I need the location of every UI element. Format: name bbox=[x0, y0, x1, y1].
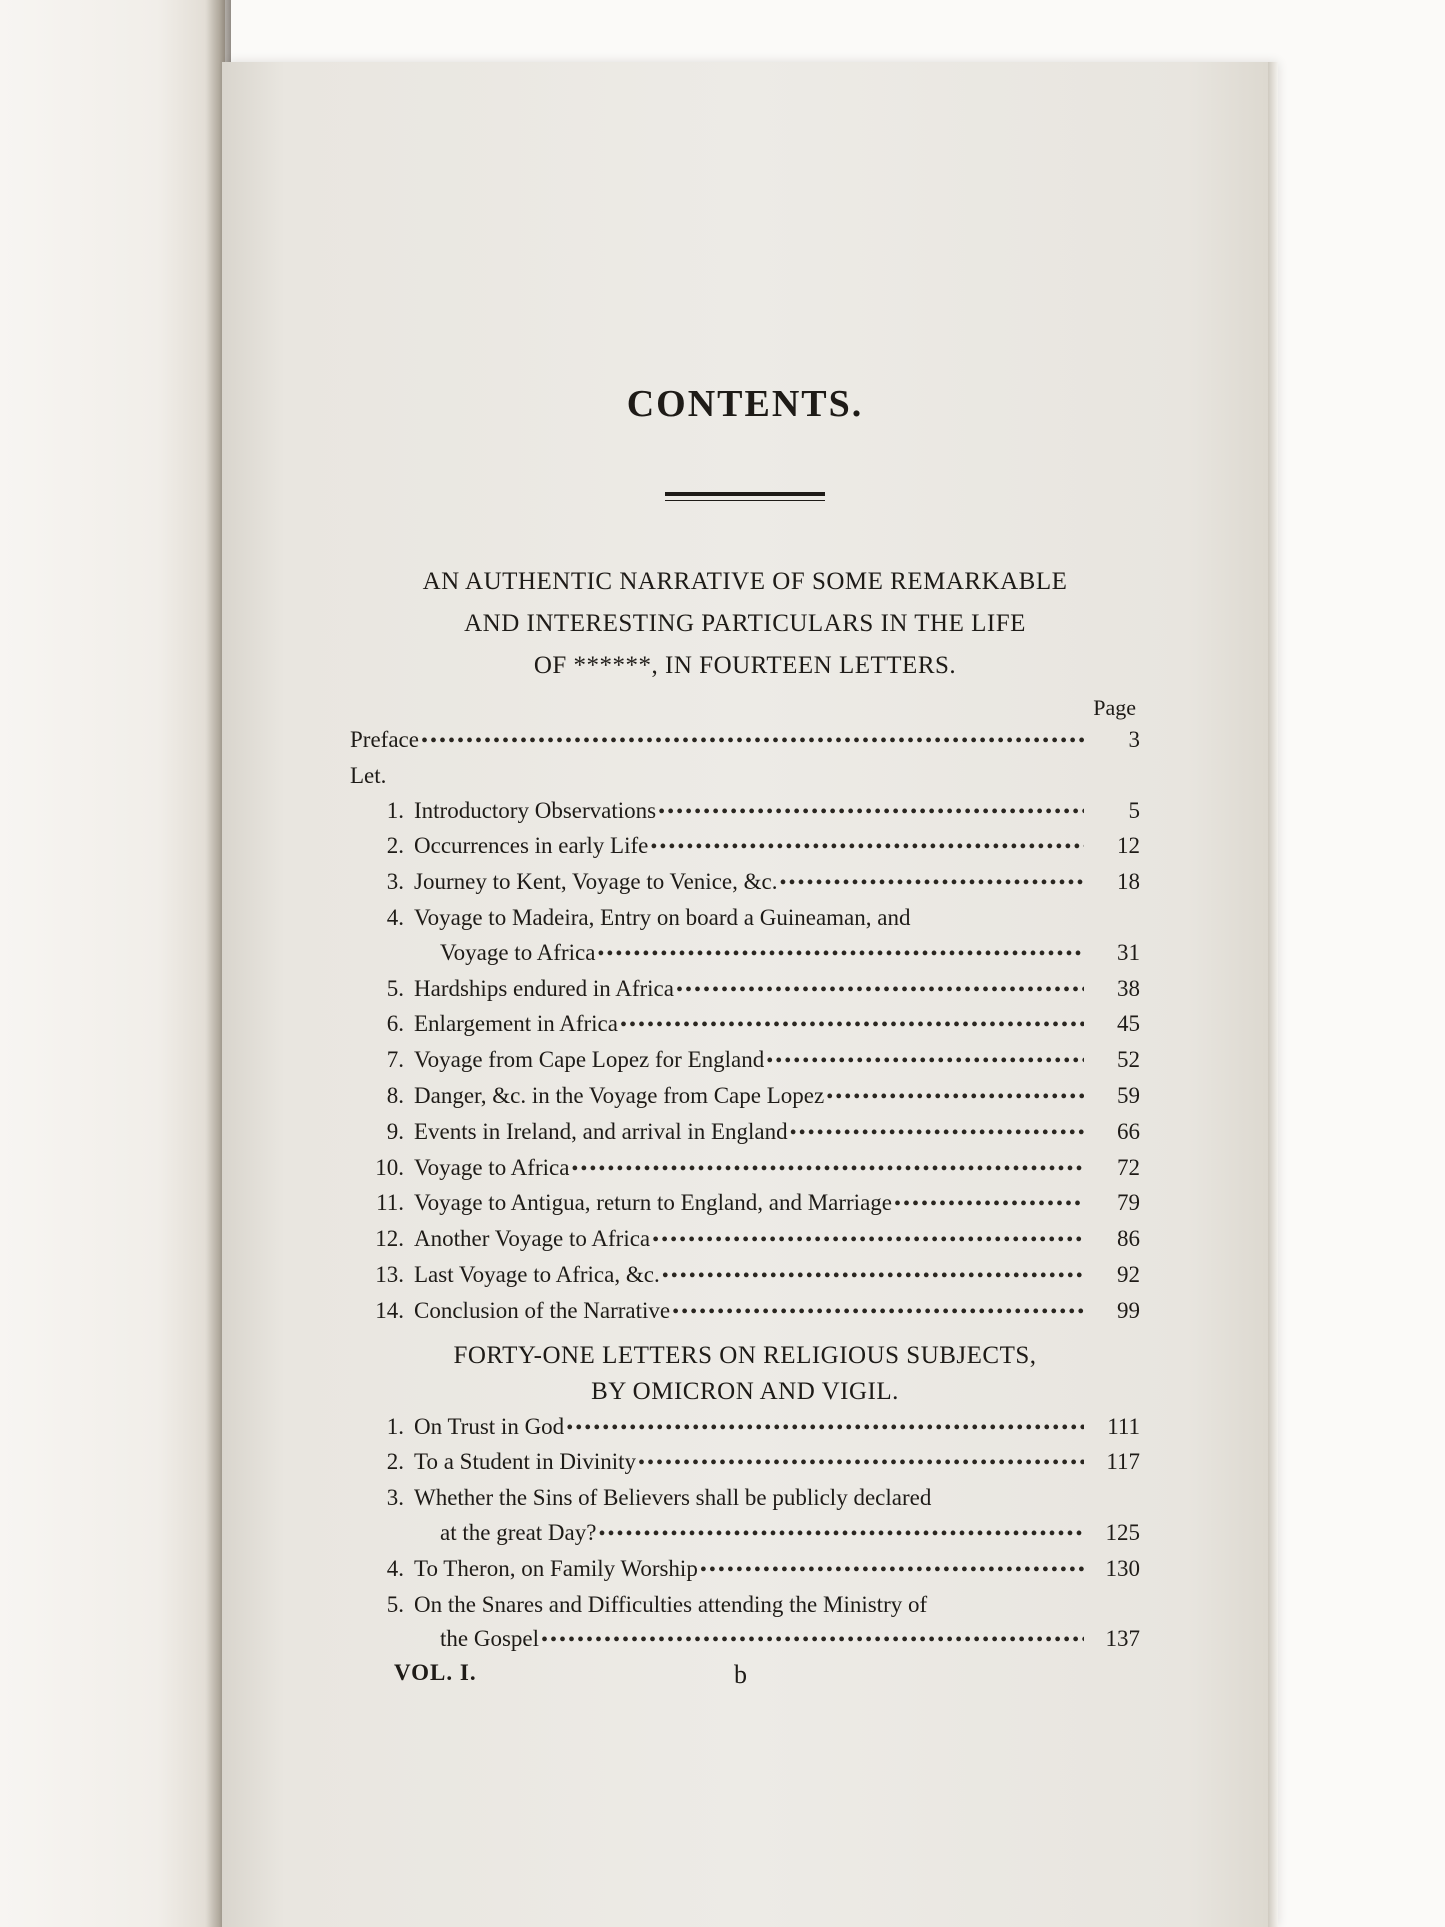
toc-entry-number: 8. bbox=[386, 1082, 404, 1108]
toc-row-continuation bbox=[350, 936, 1140, 972]
toc-row bbox=[350, 1445, 1140, 1481]
page-title: CONTENTS. bbox=[626, 383, 864, 425]
toc-page-number: 18 bbox=[1117, 869, 1140, 895]
toc-row bbox=[350, 1079, 1140, 1115]
toc-entry-text: Events in Ireland, and arrival in England bbox=[414, 1118, 788, 1144]
toc-page-number: 3 bbox=[1128, 727, 1140, 752]
toc-row bbox=[350, 829, 1140, 865]
toc-entry-text: Preface bbox=[350, 727, 419, 752]
dot-leader bbox=[650, 830, 1084, 865]
toc-entry-number: 11. bbox=[376, 1190, 404, 1216]
dot-leader bbox=[790, 1116, 1084, 1151]
toc-row bbox=[350, 1186, 1140, 1222]
toc-row bbox=[350, 1115, 1140, 1151]
toc-row bbox=[350, 1258, 1140, 1294]
toc-page-number: 31 bbox=[1117, 939, 1140, 965]
section1-entries bbox=[350, 794, 1140, 1330]
toc-entry-text: Voyage to Africa bbox=[440, 939, 596, 965]
toc-entry-text: Journey to Kent, Voyage to Venice, &c. bbox=[414, 869, 778, 895]
toc-page-number: 59 bbox=[1117, 1082, 1140, 1108]
toc-row bbox=[350, 1222, 1140, 1258]
toc-page-number: 5 bbox=[1128, 797, 1140, 823]
dot-leader bbox=[652, 1223, 1084, 1258]
toc-row bbox=[350, 901, 1140, 936]
toc-entry-text: To a Student in Divinity bbox=[414, 1449, 636, 1475]
toc-page-number: 137 bbox=[1105, 1626, 1140, 1652]
page-column-label: Page bbox=[1093, 695, 1136, 720]
title-rule bbox=[665, 492, 825, 501]
dot-leader bbox=[894, 1187, 1084, 1222]
toc-entry-text: Whether the Sins of Believers shall be publicly declared bbox=[414, 1485, 932, 1511]
toc-page-number: 130 bbox=[1105, 1555, 1140, 1581]
toc-entry-text: To Theron, on Family Worship bbox=[414, 1555, 698, 1581]
dot-leader bbox=[779, 866, 1084, 901]
let-label: Let. bbox=[350, 762, 387, 788]
toc-entry-text: Voyage to Antigua, return to England, and Marriage bbox=[414, 1190, 892, 1216]
dot-leader bbox=[566, 1411, 1084, 1446]
section1-heading-line: AND INTERESTING PARTICULARS IN THE LIFE bbox=[464, 610, 1026, 637]
toc-row-continuation bbox=[350, 1622, 1140, 1658]
toc-row bbox=[350, 972, 1140, 1008]
signature-mark: b bbox=[734, 1660, 747, 1690]
toc-entry-number: 2. bbox=[386, 833, 404, 859]
toc-entry-number: 3. bbox=[386, 1485, 404, 1511]
toc-entry-text: the Gospel bbox=[440, 1626, 540, 1652]
toc-row bbox=[350, 1151, 1140, 1187]
toc-entry-text: Last Voyage to Africa, &c. bbox=[414, 1261, 660, 1287]
let-label-row bbox=[350, 759, 1140, 794]
toc-entry-text: On Trust in God bbox=[414, 1413, 565, 1439]
section2-heading bbox=[350, 1338, 1140, 1410]
toc-entry-number: 2. bbox=[386, 1449, 404, 1475]
toc-page-number: 72 bbox=[1117, 1154, 1140, 1180]
dot-leader bbox=[766, 1044, 1084, 1079]
dot-leader bbox=[541, 1623, 1084, 1658]
toc-entry-text: Enlargement in Africa bbox=[414, 1011, 618, 1037]
toc-entry-text: Conclusion of the Narrative bbox=[414, 1297, 671, 1323]
dot-leader bbox=[826, 1080, 1084, 1115]
dot-leader bbox=[700, 1553, 1084, 1588]
section2-entries bbox=[350, 1410, 1140, 1659]
dot-leader bbox=[620, 1008, 1084, 1043]
toc-entry-text: Another Voyage to Africa bbox=[414, 1226, 651, 1252]
toc-entry-text: Voyage from Cape Lopez for England bbox=[414, 1047, 765, 1073]
toc-entry-number: 9. bbox=[386, 1118, 404, 1144]
toc-entry-number: 4. bbox=[386, 1555, 404, 1581]
toc-entry-number: 14. bbox=[375, 1297, 404, 1323]
toc-entry-number: 1. bbox=[386, 1413, 404, 1439]
toc-entry-number: 3. bbox=[386, 869, 404, 895]
toc-entry-number: 12. bbox=[375, 1226, 404, 1252]
toc-page-number: 86 bbox=[1117, 1226, 1140, 1252]
toc-page-number: 66 bbox=[1117, 1118, 1140, 1144]
dot-leader bbox=[672, 1295, 1084, 1330]
page-edge bbox=[1268, 62, 1278, 1927]
toc-page-number: 52 bbox=[1117, 1047, 1140, 1073]
toc-row bbox=[350, 794, 1140, 830]
dot-leader bbox=[571, 1152, 1084, 1187]
toc-page-number: 12 bbox=[1117, 833, 1140, 859]
toc-entry-number: 4. bbox=[386, 904, 404, 930]
toc-page-number: 38 bbox=[1117, 975, 1140, 1001]
toc-row bbox=[350, 1552, 1140, 1588]
page-footer bbox=[350, 1660, 1140, 1690]
dot-leader bbox=[638, 1446, 1084, 1481]
dot-leader bbox=[598, 1517, 1084, 1552]
toc-entry-number: 5. bbox=[386, 975, 404, 1001]
toc-row bbox=[350, 1294, 1140, 1330]
toc-row-preface bbox=[350, 723, 1140, 759]
toc-entry-number: 10. bbox=[375, 1154, 404, 1180]
toc-row bbox=[350, 1588, 1140, 1623]
toc-row bbox=[350, 865, 1140, 901]
toc-entry-number: 5. bbox=[386, 1591, 404, 1617]
toc-entry-text: Danger, &c. in the Voyage from Cape Lopez bbox=[414, 1082, 825, 1108]
volume-label: VOL. I. bbox=[394, 1660, 477, 1686]
toc-page-number: 99 bbox=[1117, 1297, 1140, 1323]
toc-page-number: 117 bbox=[1106, 1449, 1140, 1475]
toc-page-number: 92 bbox=[1117, 1261, 1140, 1287]
contents-page bbox=[350, 370, 1140, 1690]
toc-entry-text: Voyage to Africa bbox=[414, 1154, 570, 1180]
toc-entry-number: 6. bbox=[386, 1011, 404, 1037]
toc-entry-number: 7. bbox=[386, 1047, 404, 1073]
dot-leader bbox=[676, 973, 1084, 1008]
toc-page-number: 125 bbox=[1105, 1519, 1140, 1545]
section1-heading-line: OF ******, IN FOURTEEN LETTERS. bbox=[533, 652, 957, 679]
toc-entry-text: at the great Day? bbox=[440, 1519, 597, 1545]
dot-leader bbox=[658, 795, 1084, 830]
toc-entry-text: Introductory Observations bbox=[414, 797, 657, 823]
toc-entry-text: Voyage to Madeira, Entry on board a Guineaman, and bbox=[414, 904, 911, 930]
dot-leader bbox=[662, 1259, 1084, 1294]
section2-heading-line: FORTY-ONE LETTERS ON RELIGIOUS SUBJECTS, bbox=[453, 1341, 1037, 1369]
toc-entry-text: Hardships endured in Africa bbox=[414, 975, 674, 1001]
section1-heading-line: AN AUTHENTIC NARRATIVE OF SOME REMARKABLE bbox=[422, 568, 1068, 595]
dot-leader bbox=[597, 937, 1084, 972]
toc-page-number: 79 bbox=[1117, 1190, 1140, 1216]
toc-entry-text: On the Snares and Difficulties attending the Ministry of bbox=[414, 1591, 928, 1617]
left-page bbox=[0, 0, 225, 1927]
section2-heading-line: BY OMICRON AND VIGIL. bbox=[591, 1377, 899, 1405]
toc-entry-number: 13. bbox=[375, 1261, 404, 1287]
toc-page-number: 45 bbox=[1117, 1011, 1140, 1037]
toc-row bbox=[350, 1410, 1140, 1446]
toc-row-continuation bbox=[350, 1516, 1140, 1552]
toc-row bbox=[350, 1007, 1140, 1043]
toc-row bbox=[350, 1481, 1140, 1516]
dot-leader bbox=[421, 724, 1084, 759]
toc-page-number: 111 bbox=[1107, 1413, 1140, 1439]
toc-entry-text: Occurrences in early Life bbox=[414, 833, 649, 859]
toc-entry-number: 1. bbox=[386, 797, 404, 823]
section1-heading bbox=[350, 561, 1140, 687]
toc-row bbox=[350, 1043, 1140, 1079]
